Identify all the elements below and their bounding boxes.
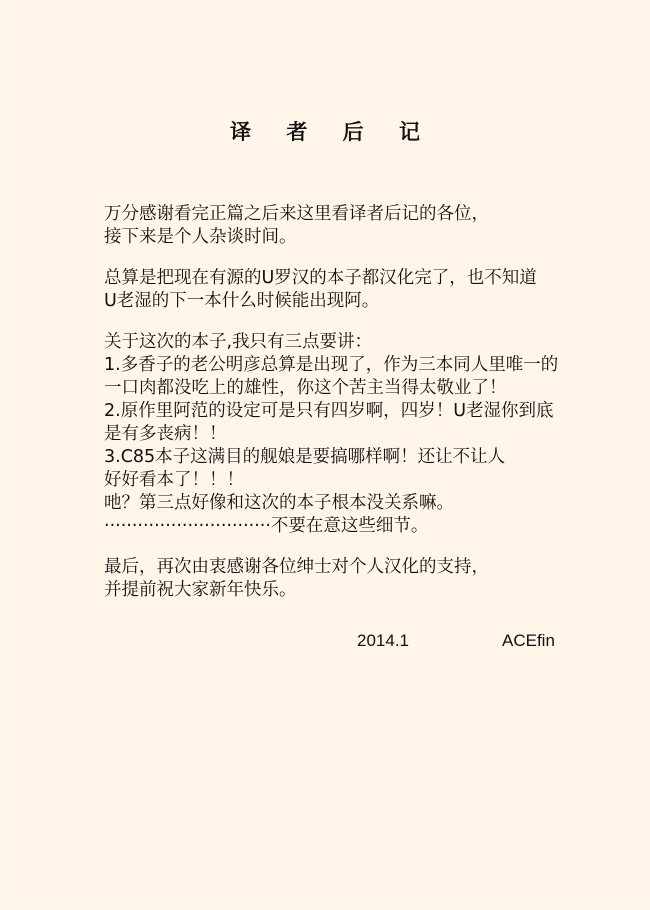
text-line: U老湿的下一本什么时候能出现阿。 <box>104 291 380 311</box>
text-line: 接下来是个人杂谈时间。 <box>104 227 297 247</box>
signature-date: 2014.1 <box>357 631 409 650</box>
text-line: 最后，再次由衷感谢各位绅士对个人汉化的支持， <box>104 557 489 577</box>
signature-author: ACEfin <box>502 631 555 650</box>
paragraph-greeting <box>104 203 604 249</box>
text-line: 1.多香子的老公明彦总算是出现了，作为三本同人里唯一的 <box>104 355 559 375</box>
paragraph-three-points <box>104 331 604 538</box>
paragraph-status <box>104 267 604 313</box>
text-line: 3.C85本子这满目的舰娘是要搞哪样啊！还让不让人 <box>104 447 506 467</box>
text-line: 总算是把现在有源的U罗汉的本子都汉化完了，也不知道 <box>104 268 537 288</box>
page-title: 译 者 后 记 <box>230 120 434 144</box>
text-line: 是有多丧病！！ <box>104 424 227 444</box>
text-line: 一口肉都没吃上的雄性，你这个苦主当得太敬业了！ <box>104 378 507 398</box>
signature <box>0 629 650 653</box>
text-line: 万分感谢看完正篇之后来这里看译者后记的各位， <box>104 204 489 224</box>
text-line: 2.原作里阿范的设定可是只有四岁啊，四岁！U老湿你到底 <box>104 401 554 421</box>
text-line: 好好看本了！！！ <box>104 470 244 490</box>
text-line: 并提前祝大家新年快乐。 <box>104 580 297 600</box>
afterword-body <box>104 203 604 620</box>
text-line: ······························不要在意这些细节。 <box>104 516 429 536</box>
text-line: 吔？第三点好像和这次的本子根本没关系嘛。 <box>104 493 454 513</box>
paragraph-closing <box>104 556 604 602</box>
text-line: 关于这次的本子,我只有三点要讲： <box>104 332 373 352</box>
